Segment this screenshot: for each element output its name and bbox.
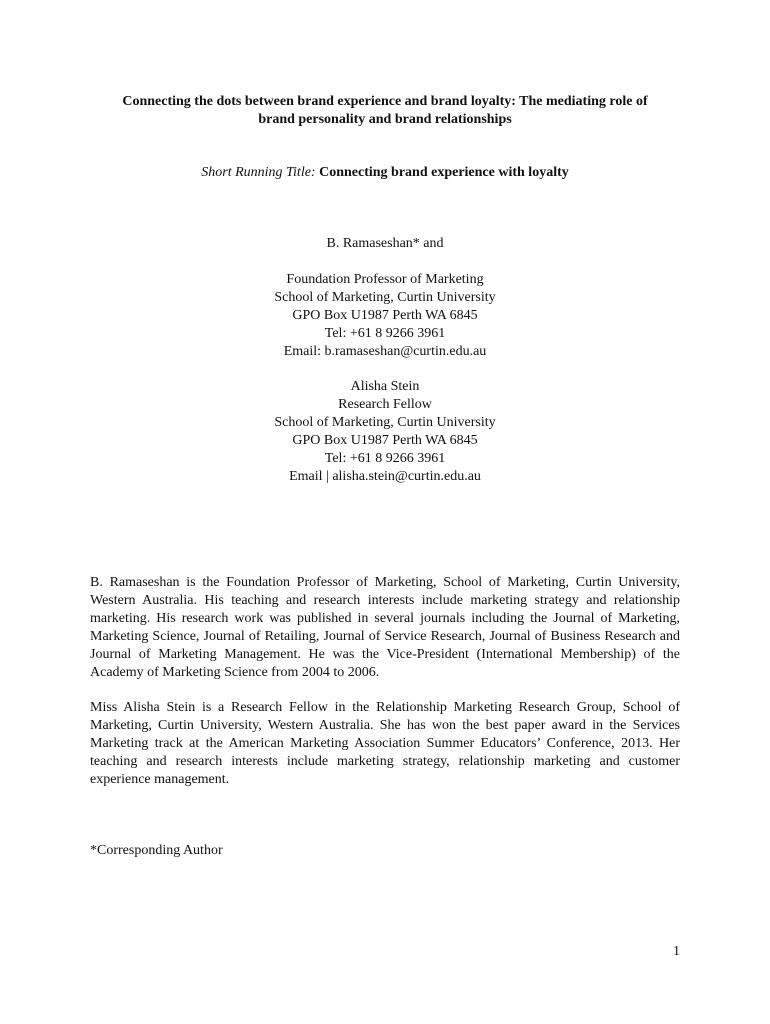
corresponding-author-note: *Corresponding Author bbox=[90, 843, 223, 858]
author-1-school: School of Marketing, Curtin University bbox=[274, 290, 496, 305]
author-1-name-block bbox=[60, 235, 710, 253]
title-line-1: Connecting the dots between brand experience and brand loyalty: The mediating role of bbox=[122, 94, 648, 109]
author-1-email: Email: b.ramaseshan@curtin.edu.au bbox=[283, 344, 487, 359]
author-2-address: GPO Box U1987 Perth WA 6845 bbox=[292, 433, 478, 448]
author-1-name: B. Ramaseshan* and bbox=[326, 236, 444, 251]
author-2-bio: Miss Alisha Stein is a Research Fellow in the Relationship Marketing Research Group, School of Marketing, Curtin University, Western Australia. She has won the best paper award in the Services Marketing track at the American Marketing Association Summer Educators’ Conference, 2013. Her teaching and research interests include marketing strategy, relationship marketing and customer experience management. bbox=[90, 700, 680, 787]
author-2-school: School of Marketing, Curtin University bbox=[274, 415, 496, 430]
running-title-value: Connecting brand experience with loyalty bbox=[319, 165, 569, 180]
author-1-position: Foundation Professor of Marketing bbox=[286, 272, 484, 287]
author-1-affiliation bbox=[60, 271, 710, 361]
author-2-name: Alisha Stein bbox=[350, 379, 420, 394]
author-1-bio: B. Ramaseshan is the Foundation Professor of Marketing, School of Marketing, Curtin University, Western Australia. His teaching and research interests include marketing strategy and relationship marketing. His research work was published in several journals including the Journal of Marketing, Marketing Science, Journal of Retailing, Journal of Service Research, Journal of Business Research and Journal of Marketing Management. He was the Vice-President (International Membership) of the Academy of Marketing Science from 2004 to 2006. bbox=[90, 575, 680, 680]
running-title-label: Short Running Title: bbox=[201, 165, 316, 180]
short-running-title bbox=[60, 164, 710, 182]
author-1-address: GPO Box U1987 Perth WA 6845 bbox=[292, 308, 478, 323]
page-number: 1 bbox=[673, 944, 680, 959]
title-line-2: brand personality and brand relationships bbox=[258, 112, 512, 127]
author-2-position: Research Fellow bbox=[338, 397, 432, 412]
author-2-phone: Tel: +61 8 9266 3961 bbox=[324, 451, 446, 466]
author-1-phone: Tel: +61 8 9266 3961 bbox=[324, 326, 446, 341]
author-2-block bbox=[60, 378, 710, 486]
paper-title bbox=[60, 93, 710, 129]
author-2-email: Email | alisha.stein@curtin.edu.au bbox=[289, 469, 481, 484]
